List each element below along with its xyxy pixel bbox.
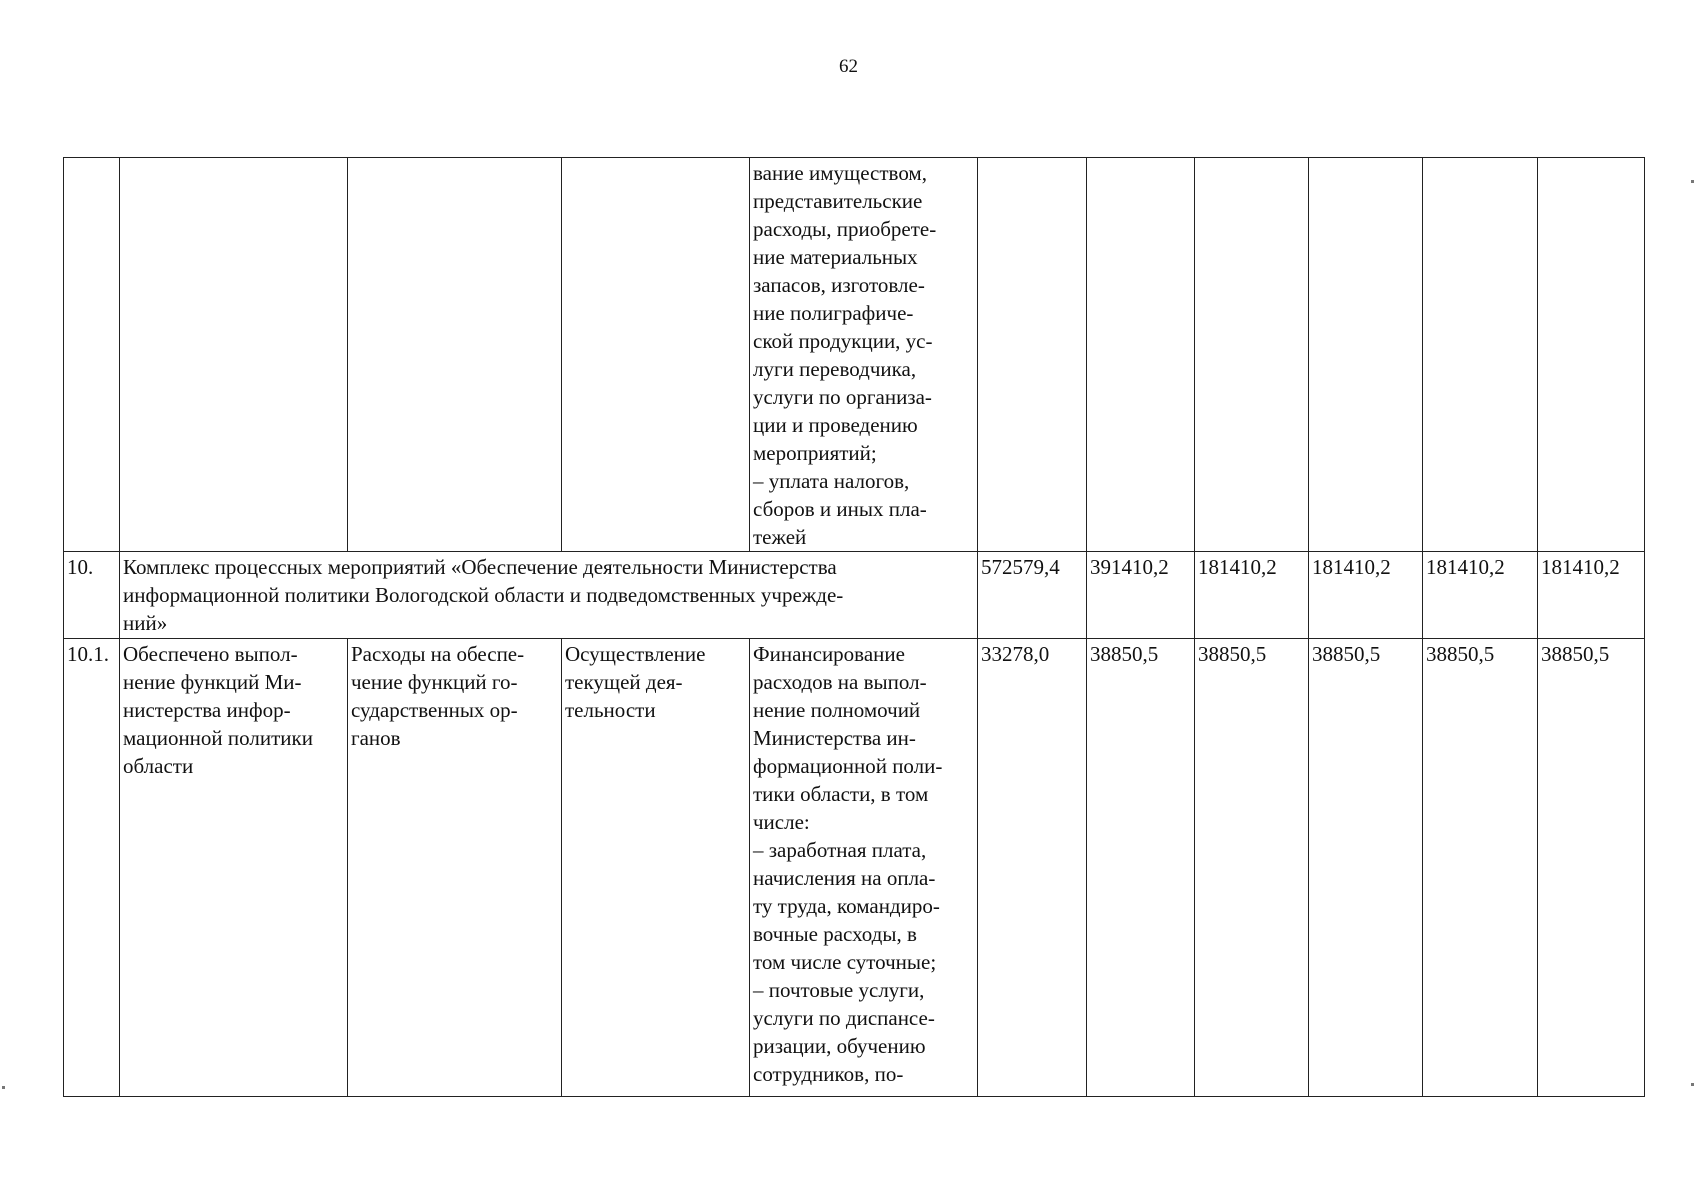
cell-result: Обеспечено выпол- нение функций Ми- нистерства инфор- мационной политики области xyxy=(120,639,348,1097)
cell-value: 33278,0 xyxy=(978,639,1087,1097)
cell-value: 391410,2 xyxy=(1087,552,1195,639)
cell-value xyxy=(1423,158,1538,552)
table-row-complex xyxy=(64,552,1645,639)
cell-value: 38850,5 xyxy=(1195,639,1309,1097)
scan-mark xyxy=(1691,1083,1694,1086)
cell-value: 572579,4 xyxy=(978,552,1087,639)
cell-value xyxy=(1538,158,1645,552)
cell-complex-title: Комплекс процессных мероприятий «Обеспечение деятельности Министерства информационной политики Вологодской области и подведомственных учрежде- ний» xyxy=(120,552,978,639)
cell-index: 10.1. xyxy=(64,639,120,1097)
cell-index: 10. xyxy=(64,552,120,639)
cell-result xyxy=(120,158,348,552)
page-number: 62 xyxy=(839,56,858,77)
table-row-continuation xyxy=(64,158,1645,552)
cell-expense-type: Расходы на обеспе- чение функций го- сударственных ор- ганов xyxy=(348,639,562,1097)
cell-value: 38850,5 xyxy=(1538,639,1645,1097)
cell-activity xyxy=(562,158,750,552)
table-row-item xyxy=(64,639,1645,1097)
cell-activity: Осуществление текущей дея- тельности xyxy=(562,639,750,1097)
cell-expense-type xyxy=(348,158,562,552)
cell-value: 181410,2 xyxy=(1423,552,1538,639)
cell-value: 181410,2 xyxy=(1538,552,1645,639)
cell-value: 38850,5 xyxy=(1309,639,1423,1097)
cell-value: 181410,2 xyxy=(1309,552,1423,639)
cell-description: вание имуществом, представительские расходы, приобрете- ние материальных запасов, изготовле- ние полиграфиче- ской продукции, ус- луги переводчика, услуги по организа- ции и проведению мероприятий; – уплата налогов, сборов и иных пла- тежей xyxy=(750,158,978,552)
cell-value: 181410,2 xyxy=(1195,552,1309,639)
cell-value xyxy=(1087,158,1195,552)
cell-value: 38850,5 xyxy=(1087,639,1195,1097)
cell-description: Финансирование расходов на выпол- нение полномочий Министерства ин- формационной поли- тики области, в том числе: – заработная плата, начисления на опла- ту труда, командиро- вочные расходы, в том числе суточные; – почтовые услуги, услуги по диспансе- ризации, обучению сотрудников, по- xyxy=(750,639,978,1097)
budget-table xyxy=(63,157,1645,1097)
cell-index xyxy=(64,158,120,552)
cell-value xyxy=(1309,158,1423,552)
cell-value xyxy=(1195,158,1309,552)
scan-mark xyxy=(1691,180,1694,183)
cell-value: 38850,5 xyxy=(1423,639,1538,1097)
scan-mark xyxy=(2,1086,5,1089)
cell-value xyxy=(978,158,1087,552)
